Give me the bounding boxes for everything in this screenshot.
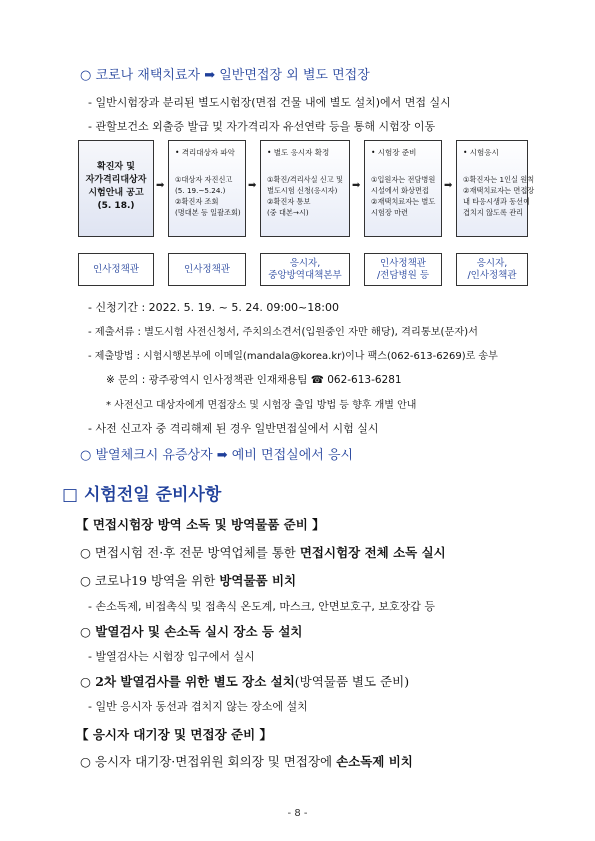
flow-tag [168, 253, 246, 286]
item-text: (방역물품 별도 준비) [294, 674, 410, 689]
flow-arrow-icon: ➡ [444, 180, 453, 191]
process-flow-diagram [78, 140, 535, 288]
flow-box-line: ②재택치료자는 면접장 [463, 186, 535, 195]
flow-box-line: 내 타응시생과 동선이 [463, 197, 531, 206]
flow-box-line: 확진자 및 [97, 162, 135, 172]
waiting-room-item [80, 752, 413, 770]
item-emphasis: 손소독제 비치 [336, 754, 413, 769]
fever-check-item: ○ 발열검사 및 손소독 실시 장소 등 설치 [80, 624, 303, 639]
flow-box-line: (5. 18.) [97, 201, 135, 211]
flow-box-title: • 시험응시 [463, 148, 499, 157]
individual-notice: * 사전신고 대상자에게 면접장소 및 시험장 출입 방법 등 향후 개별 안내 [106, 400, 417, 411]
second-fever-check-item [80, 672, 409, 690]
flow-box-line: 시험안내 공고 [88, 188, 144, 198]
flow-box-line: 겹치지 않도록 관리 [463, 208, 524, 217]
flow-box-line: ①대상자 자진신고 [175, 175, 233, 184]
flow-box-line: 시험장 마련 [371, 208, 409, 217]
flow-tag-line: 중앙방역대책본부 [268, 269, 342, 281]
application-period: - 신청기간 : 2022. 5. 19. ~ 5. 24. 09:00~18:00 [88, 301, 339, 314]
fever-check-location: - 발열검사는 시험장 입구에서 실시 [88, 650, 255, 663]
flow-arrow-icon: ➡ [156, 180, 165, 191]
flow-box-line: 자가격리대상자 [85, 175, 147, 185]
flow-tag-line: 응시자, [289, 257, 321, 269]
flow-box-line: (5. 19.~5.24.) [175, 186, 226, 195]
item-text: ○ 면접시험 전·후 전문 방역업체를 통한 [80, 545, 300, 560]
flow-tag [364, 253, 442, 286]
item-text: ○ 코로나19 방역을 위한 [80, 573, 220, 588]
item-emphasis: 방역물품 비치 [219, 573, 297, 588]
corona-bullet-1: - 일반시험장과 분리된 별도시험장(면접 건물 내에 별도 설치)에서 면접 실시 [88, 96, 451, 109]
item-emphasis: ○ 2차 발열검사를 위한 별도 장소 설치 [80, 674, 295, 689]
subsection-waiting-room: 【 응시자 대기장 및 면접장 준비 】 [76, 727, 273, 742]
item-emphasis: 면접시험장 전체 소독 실시 [299, 545, 446, 560]
flow-box-identify [168, 140, 246, 237]
fever-symptom-heading: ○ 발열체크시 유증상자 ➡ 예비 면접실에서 응시 [80, 448, 354, 463]
supplies-item [80, 571, 296, 589]
flow-tag-line: 인사정책관 [184, 263, 230, 275]
corona-bullet-2: - 관할보건소 외출증 발급 및 자가격리자 유선연락 등을 통해 시험장 이동 [88, 120, 436, 133]
flow-box-exam [456, 140, 535, 237]
second-fever-check-note: - 일반 응시자 동선과 겹치지 않는 장소에 설치 [88, 700, 308, 713]
flow-box-line: (명대본 등 일괄조회) [175, 208, 241, 217]
flow-tag-line: /전담병원 등 [376, 269, 430, 281]
flow-tag-line: /인사정책관 [467, 269, 517, 281]
flow-box-title: • 격리대상자 파악 [175, 148, 235, 157]
corona-heading: ○ 코로나 재택치료자 ➡ 일반면접장 외 별도 면접장 [80, 68, 370, 83]
flow-box-line: 별도시험 신청(응시자) [267, 186, 338, 195]
flow-arrow-icon: ➡ [352, 180, 361, 191]
flow-box-title: • 시험장 준비 [371, 148, 417, 157]
page-number: - 8 - [287, 808, 308, 819]
flow-tag-line: 인사정책관 [93, 263, 139, 275]
flow-tag [78, 253, 154, 286]
submission-method: - 제출방법 : 시험시행본부에 이메일(mandala@korea.kr)이나 팩스(062-613-6269)로 송부 [88, 351, 498, 362]
flow-arrow-icon: ➡ [248, 180, 257, 191]
section-title: □ 시험전일 준비사항 [62, 485, 222, 505]
inquiry-contact: ※ 문의 : 광주광역시 인사정책관 인재채용팀 ☎ 062-613-6281 [106, 374, 402, 386]
flow-box-line: (중 대본→시) [267, 208, 309, 217]
flow-tag-line: 인사정책관 [380, 257, 426, 269]
flow-box-line: ①확진자는 1인실 원칙 [463, 175, 535, 184]
flow-tag [456, 253, 528, 286]
supplies-list: - 손소독제, 비접촉식 및 접촉식 온도계, 마스크, 안면보호구, 보호장갑 등 [88, 600, 435, 613]
quarantine-release-note: - 사전 신고자 중 격리해제 된 경우 일반면접실에서 시험 실시 [88, 422, 379, 435]
flow-box-line: ①입원자는 전담병원 [371, 175, 436, 184]
subsection-disinfection: 【 면접시험장 방역 소독 및 방역물품 준비 】 [76, 517, 325, 532]
item-text: ○ 응시자 대기장·면접위원 회의장 및 면접장에 [80, 754, 337, 769]
flow-box-line: ②확진자 조회 [175, 197, 219, 206]
flow-box-line: ①확진/격리사실 신고 및 [267, 175, 343, 184]
flow-tag-line: 응시자, [476, 257, 508, 269]
disinfection-item [80, 543, 446, 561]
flow-tag [260, 253, 350, 286]
flow-box-title: • 별도 응시자 확정 [267, 148, 330, 157]
flow-box-venue [364, 140, 442, 237]
flow-box-confirm [260, 140, 350, 237]
flow-box-line: 시설에서 화상면접 [371, 186, 429, 195]
flow-box-line: ②확진자 통보 [267, 197, 311, 206]
flow-box-announcement [78, 140, 154, 237]
flow-box-line: ②재택치료자는 별도 [371, 197, 436, 206]
submission-documents: - 제출서류 : 별도시험 사전신청서, 주치의소견서(입원중인 자만 해당), 격리통보(문자)서 [88, 327, 478, 338]
